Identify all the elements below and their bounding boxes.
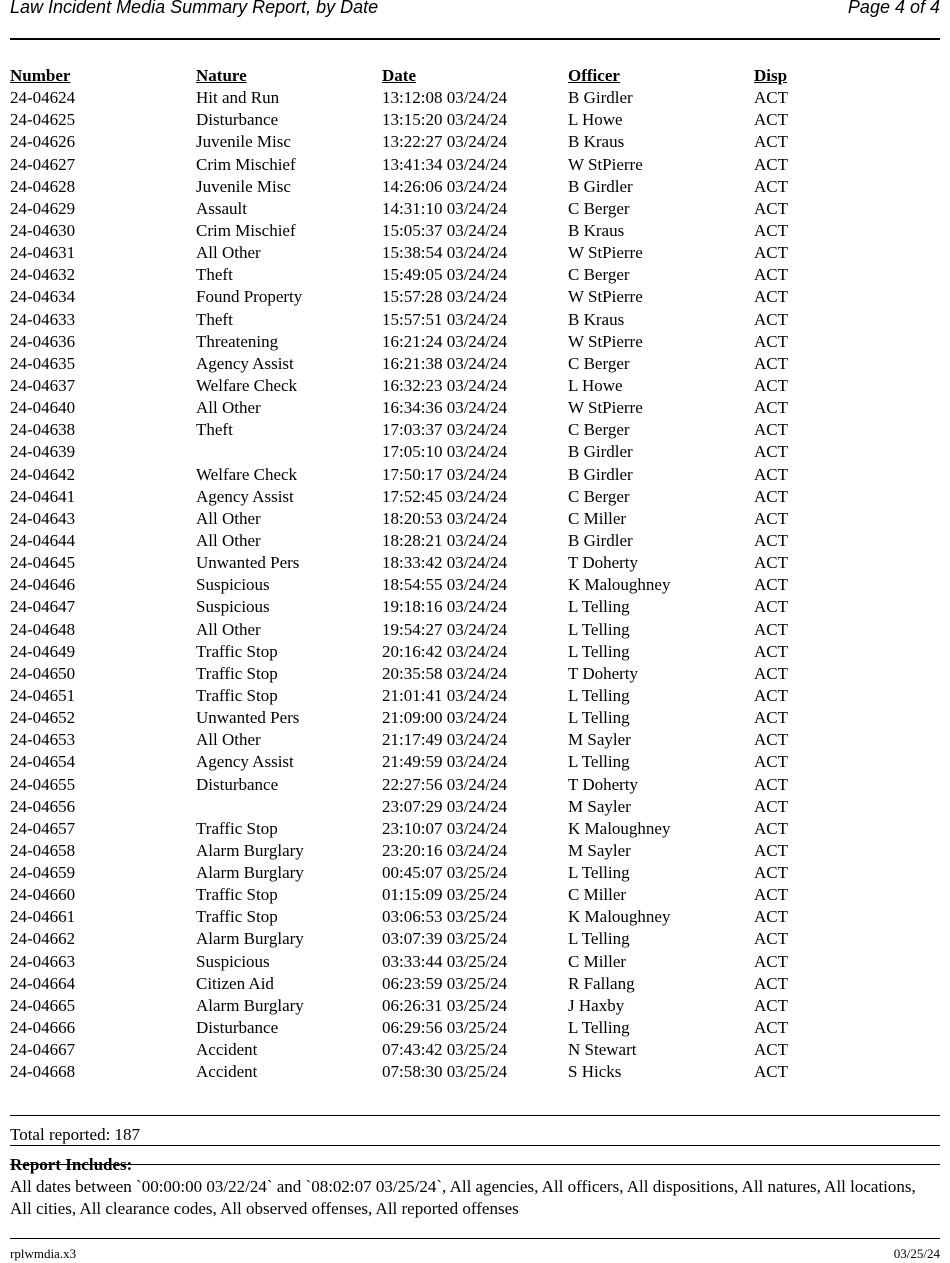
cell-disp: ACT (754, 973, 788, 993)
cell-number: 24-04630 (10, 220, 76, 240)
cell-date: 14:26:06 03/24/24 (382, 176, 508, 196)
cell-disp: ACT (754, 287, 788, 307)
cell-disp: ACT (754, 486, 788, 506)
cell-officer: B Girdler (568, 88, 633, 108)
cell-number: 24-04658 (10, 840, 76, 860)
table-row (10, 574, 940, 596)
cell-nature: Suspicious (196, 597, 270, 617)
cell-disp: ACT (754, 951, 788, 971)
table-row (10, 774, 940, 796)
cell-number: 24-04663 (10, 951, 76, 971)
cell-disp: ACT (754, 220, 788, 240)
cell-officer: K Maloughney (568, 818, 671, 838)
cell-disp: ACT (754, 641, 788, 661)
cell-officer: K Maloughney (568, 575, 671, 595)
cell-disp: ACT (754, 398, 788, 418)
cell-date: 21:01:41 03/24/24 (382, 685, 508, 705)
cell-officer: T Doherty (568, 663, 639, 683)
cell-disp: ACT (754, 154, 788, 174)
cell-officer: B Girdler (568, 176, 633, 196)
cell-officer: L Telling (568, 597, 630, 617)
cell-officer: W StPierre (568, 398, 643, 418)
cell-number: 24-04648 (10, 619, 76, 639)
cell-nature: Alarm Burglary (196, 840, 304, 860)
cell-date: 21:17:49 03/24/24 (382, 730, 508, 750)
cell-officer: L Telling (568, 752, 630, 772)
cell-date: 17:50:17 03/24/24 (382, 464, 508, 484)
cell-nature: Found Property (196, 287, 303, 307)
table-row (10, 619, 940, 641)
cell-nature: Traffic Stop (196, 907, 278, 927)
footer-divider (10, 1238, 940, 1239)
table-row (10, 530, 940, 552)
table-row (10, 486, 940, 508)
cell-officer: C Berger (568, 353, 630, 373)
cell-date: 18:33:42 03/24/24 (382, 553, 508, 573)
cell-date: 17:52:45 03/24/24 (382, 486, 508, 506)
total-reported: Total reported: 187 (10, 1125, 141, 1144)
footer-date: 03/25/24 (893, 1246, 940, 1261)
cell-officer: L Howe (568, 375, 623, 395)
cell-number: 24-04660 (10, 885, 76, 905)
cell-date: 17:05:10 03/24/24 (382, 442, 508, 462)
cell-officer: C Berger (568, 420, 630, 440)
cell-officer: K Maloughney (568, 907, 671, 927)
cell-date: 19:54:27 03/24/24 (382, 619, 508, 639)
cell-nature (196, 441, 382, 463)
cell-officer: S Hicks (568, 1062, 622, 1082)
cell-date: 13:12:08 03/24/24 (382, 88, 508, 108)
table-body (10, 87, 940, 1083)
cell-number: 24-04657 (10, 818, 76, 838)
cell-officer: B Kraus (568, 132, 625, 152)
cell-disp: ACT (754, 88, 788, 108)
cell-date: 13:41:34 03/24/24 (382, 154, 508, 174)
cell-officer: C Miller (568, 951, 627, 971)
cell-date: 06:23:59 03/25/24 (382, 973, 508, 993)
cell-nature: Suspicious (196, 951, 270, 971)
cell-disp: ACT (754, 708, 788, 728)
cell-date: 15:57:51 03/24/24 (382, 309, 508, 329)
cell-number: 24-04645 (10, 553, 76, 573)
table-row (10, 751, 940, 773)
table-row (10, 397, 940, 419)
cell-disp: ACT (754, 1062, 788, 1082)
cell-nature: Assault (196, 198, 247, 218)
cell-nature: Welfare Check (196, 464, 298, 484)
cell-officer: R Fallang (568, 973, 635, 993)
table-row (10, 663, 940, 685)
cell-disp: ACT (754, 353, 788, 373)
cell-nature: Accident (196, 1062, 258, 1082)
cell-nature: Crim Mischief (196, 154, 296, 174)
cell-date: 18:54:55 03/24/24 (382, 575, 508, 595)
incident-table (10, 65, 940, 1083)
cell-disp: ACT (754, 243, 788, 263)
table-row (10, 840, 940, 862)
table-row (10, 995, 940, 1017)
cell-number: 24-04633 (10, 309, 76, 329)
cell-disp: ACT (754, 553, 788, 573)
cell-officer: N Stewart (568, 1040, 637, 1060)
cell-nature: Theft (196, 265, 233, 285)
cell-nature: Unwanted Pers (196, 553, 300, 573)
footer-report-id: rplwmdia.x3 (10, 1246, 77, 1261)
cell-officer: W StPierre (568, 287, 643, 307)
cell-disp: ACT (754, 907, 788, 927)
table-header-row (10, 65, 940, 87)
cell-disp: ACT (754, 929, 788, 949)
table-row (10, 884, 940, 906)
cell-number: 24-04637 (10, 375, 76, 395)
cell-disp: ACT (754, 530, 788, 550)
cell-officer: M Sayler (568, 840, 631, 860)
table-row (10, 685, 940, 707)
cell-officer: C Berger (568, 198, 630, 218)
cell-officer: W StPierre (568, 331, 643, 351)
cell-number: 24-04649 (10, 641, 76, 661)
cell-nature: Alarm Burglary (196, 995, 304, 1015)
cell-officer: M Sayler (568, 796, 631, 816)
table-row (10, 729, 940, 751)
cell-date: 18:20:53 03/24/24 (382, 508, 508, 528)
cell-date: 16:34:36 03/24/24 (382, 398, 508, 418)
cell-date: 01:15:09 03/25/24 (382, 885, 508, 905)
cell-nature: All Other (196, 619, 261, 639)
cell-number: 24-04659 (10, 863, 76, 883)
cell-officer: L Howe (568, 110, 623, 130)
column-header-officer: Officer (568, 66, 620, 85)
cell-number: 24-04650 (10, 663, 76, 683)
cell-nature: Theft (196, 309, 233, 329)
cell-nature: Theft (196, 420, 233, 440)
cell-disp: ACT (754, 442, 788, 462)
cell-disp: ACT (754, 575, 788, 595)
cell-nature: Traffic Stop (196, 818, 278, 838)
cell-number: 24-04626 (10, 132, 76, 152)
table-row (10, 353, 940, 375)
cell-number: 24-04631 (10, 243, 76, 263)
table-row (10, 641, 940, 663)
cell-nature: All Other (196, 730, 261, 750)
cell-number: 24-04628 (10, 176, 76, 196)
cell-date: 06:29:56 03/25/24 (382, 1018, 508, 1038)
cell-number: 24-04642 (10, 464, 76, 484)
cell-disp: ACT (754, 863, 788, 883)
cell-nature: Hit and Run (196, 88, 280, 108)
cell-nature: All Other (196, 398, 261, 418)
cell-number: 24-04640 (10, 398, 76, 418)
cell-number: 24-04627 (10, 154, 76, 174)
cell-number: 24-04644 (10, 530, 76, 550)
table-row (10, 596, 940, 618)
cell-disp: ACT (754, 663, 788, 683)
cell-officer: C Miller (568, 508, 627, 528)
cell-date: 13:15:20 03/24/24 (382, 110, 508, 130)
cell-number: 24-04661 (10, 907, 76, 927)
cell-disp: ACT (754, 331, 788, 351)
cell-disp: ACT (754, 995, 788, 1015)
cell-nature: Traffic Stop (196, 641, 278, 661)
cell-number: 24-04667 (10, 1040, 76, 1060)
column-header-disp: Disp (754, 66, 788, 85)
report-title: Law Incident Media Summary Report, by Date (10, 0, 379, 17)
cell-nature: Disturbance (196, 110, 279, 130)
cell-nature: Disturbance (196, 1018, 279, 1038)
cell-date: 06:26:31 03/25/24 (382, 995, 508, 1015)
cell-date: 16:21:38 03/24/24 (382, 353, 508, 373)
cell-disp: ACT (754, 774, 788, 794)
cell-number: 24-04624 (10, 88, 76, 108)
cell-officer: B Kraus (568, 220, 625, 240)
cell-nature: Agency Assist (196, 353, 294, 373)
table-row (10, 441, 940, 463)
cell-officer: C Miller (568, 885, 627, 905)
cell-disp: ACT (754, 464, 788, 484)
table-row (10, 198, 940, 220)
table-row (10, 154, 940, 176)
table-row (10, 707, 940, 729)
cell-number: 24-04634 (10, 287, 76, 307)
table-row (10, 264, 940, 286)
cell-number: 24-04665 (10, 995, 76, 1015)
cell-date: 15:57:28 03/24/24 (382, 287, 508, 307)
includes-divider (10, 1164, 940, 1165)
report-includes-title: Report Includes: (10, 1155, 133, 1174)
cell-number: 24-04636 (10, 331, 76, 351)
cell-officer: L Telling (568, 685, 630, 705)
cell-date: 03:06:53 03/25/24 (382, 907, 508, 927)
cell-officer: L Telling (568, 641, 630, 661)
cell-nature: Disturbance (196, 774, 279, 794)
cell-date: 15:05:37 03/24/24 (382, 220, 508, 240)
cell-nature: Juvenile Misc (196, 132, 291, 152)
cell-number: 24-04638 (10, 420, 76, 440)
cell-officer: B Girdler (568, 464, 633, 484)
table-row (10, 951, 940, 973)
cell-date: 23:07:29 03/24/24 (382, 796, 508, 816)
cell-nature: Traffic Stop (196, 663, 278, 683)
cell-nature: Citizen Aid (196, 973, 274, 993)
cell-disp: ACT (754, 1018, 788, 1038)
cell-number: 24-04647 (10, 597, 76, 617)
cell-date: 22:27:56 03/24/24 (382, 774, 508, 794)
cell-officer: C Berger (568, 265, 630, 285)
cell-nature: Crim Mischief (196, 220, 296, 240)
column-header-nature: Nature (196, 66, 247, 85)
cell-disp: ACT (754, 796, 788, 816)
cell-date: 15:49:05 03/24/24 (382, 265, 508, 285)
cell-nature: Suspicious (196, 575, 270, 595)
cell-nature: Traffic Stop (196, 685, 278, 705)
cell-date: 16:32:23 03/24/24 (382, 375, 508, 395)
cell-officer: L Telling (568, 929, 630, 949)
cell-disp: ACT (754, 1040, 788, 1060)
cell-date: 17:03:37 03/24/24 (382, 420, 508, 440)
table-row (10, 464, 940, 486)
cell-disp: ACT (754, 685, 788, 705)
cell-date: 18:28:21 03/24/24 (382, 530, 508, 550)
table-row (10, 508, 940, 530)
cell-disp: ACT (754, 752, 788, 772)
table-row (10, 286, 940, 308)
summary-divider (10, 1145, 940, 1146)
cell-number: 24-04664 (10, 973, 76, 993)
cell-number: 24-04656 (10, 796, 76, 816)
table-row (10, 862, 940, 884)
cell-disp: ACT (754, 132, 788, 152)
header-divider (10, 38, 940, 40)
table-row (10, 242, 940, 264)
table-row (10, 906, 940, 928)
page-number: Page 4 of 4 (847, 0, 940, 17)
cell-disp: ACT (754, 375, 788, 395)
table-row (10, 1017, 940, 1039)
cell-officer: L Telling (568, 1018, 630, 1038)
cell-officer: B Kraus (568, 309, 625, 329)
cell-number: 24-04629 (10, 198, 76, 218)
cell-disp: ACT (754, 265, 788, 285)
cell-disp: ACT (754, 198, 788, 218)
table-row (10, 309, 940, 331)
table-row (10, 87, 940, 109)
table-row (10, 131, 940, 153)
cell-nature: Alarm Burglary (196, 863, 304, 883)
cell-date: 20:16:42 03/24/24 (382, 641, 508, 661)
cell-number: 24-04651 (10, 685, 76, 705)
cell-nature: All Other (196, 243, 261, 263)
column-header-date: Date (382, 66, 416, 85)
cell-nature: Welfare Check (196, 375, 298, 395)
cell-disp: ACT (754, 597, 788, 617)
cell-officer: W StPierre (568, 243, 643, 263)
table-row (10, 1039, 940, 1061)
cell-nature: Accident (196, 1040, 258, 1060)
cell-number: 24-04641 (10, 486, 76, 506)
cell-nature (196, 796, 382, 818)
cell-date: 07:43:42 03/25/24 (382, 1040, 508, 1060)
cell-nature: All Other (196, 530, 261, 550)
cell-disp: ACT (754, 730, 788, 750)
cell-number: 24-04635 (10, 353, 76, 373)
cell-officer: B Girdler (568, 442, 633, 462)
cell-nature: Traffic Stop (196, 885, 278, 905)
cell-disp: ACT (754, 110, 788, 130)
cell-number: 24-04654 (10, 752, 76, 772)
cell-nature: Agency Assist (196, 752, 294, 772)
cell-nature: All Other (196, 508, 261, 528)
cell-disp: ACT (754, 420, 788, 440)
cell-date: 13:22:27 03/24/24 (382, 132, 508, 152)
cell-nature: Juvenile Misc (196, 176, 291, 196)
table-row (10, 928, 940, 950)
cell-date: 20:35:58 03/24/24 (382, 663, 508, 683)
table-row (10, 796, 940, 818)
cell-number: 24-04666 (10, 1018, 76, 1038)
cell-number: 24-04646 (10, 575, 76, 595)
cell-officer: L Telling (568, 619, 630, 639)
cell-date: 14:31:10 03/24/24 (382, 198, 508, 218)
report-includes-text: All dates between `00:00:00 03/22/24` and `08:02:07 03/25/24`, All agencies, All officers, All dispositions, All natures, All locations, All cities, All clearance codes, All observed offenses, All reported offenses (10, 1177, 916, 1218)
cell-disp: ACT (754, 508, 788, 528)
cell-nature: Agency Assist (196, 486, 294, 506)
table-row (10, 1061, 940, 1083)
cell-officer: C Berger (568, 486, 630, 506)
cell-officer: L Telling (568, 708, 630, 728)
cell-number: 24-04652 (10, 708, 76, 728)
table-bottom-divider (10, 1115, 940, 1116)
cell-date: 23:10:07 03/24/24 (382, 818, 508, 838)
cell-date: 03:33:44 03/25/24 (382, 951, 508, 971)
cell-date: 07:58:30 03/25/24 (382, 1062, 508, 1082)
cell-disp: ACT (754, 840, 788, 860)
column-header-number: Number (10, 66, 71, 85)
cell-disp: ACT (754, 619, 788, 639)
cell-date: 19:18:16 03/24/24 (382, 597, 508, 617)
cell-number: 24-04639 (10, 442, 76, 462)
cell-officer: T Doherty (568, 774, 639, 794)
table-row (10, 109, 940, 131)
cell-number: 24-04653 (10, 730, 76, 750)
cell-disp: ACT (754, 818, 788, 838)
cell-nature: Alarm Burglary (196, 929, 304, 949)
cell-officer: T Doherty (568, 553, 639, 573)
table-row (10, 419, 940, 441)
cell-number: 24-04643 (10, 508, 76, 528)
cell-officer: M Sayler (568, 730, 631, 750)
cell-disp: ACT (754, 885, 788, 905)
cell-date: 00:45:07 03/25/24 (382, 863, 508, 883)
cell-date: 15:38:54 03/24/24 (382, 243, 508, 263)
cell-date: 03:07:39 03/25/24 (382, 929, 508, 949)
cell-date: 21:49:59 03/24/24 (382, 752, 508, 772)
cell-officer: L Telling (568, 863, 630, 883)
cell-disp: ACT (754, 176, 788, 196)
cell-number: 24-04625 (10, 110, 76, 130)
cell-nature: Unwanted Pers (196, 708, 300, 728)
cell-officer: J Haxby (568, 995, 625, 1015)
cell-number: 24-04655 (10, 774, 76, 794)
cell-officer: W StPierre (568, 154, 643, 174)
table-row (10, 375, 940, 397)
cell-nature: Threatening (196, 331, 279, 351)
cell-date: 16:21:24 03/24/24 (382, 331, 508, 351)
cell-disp: ACT (754, 309, 788, 329)
table-row (10, 176, 940, 198)
table-row (10, 552, 940, 574)
cell-date: 23:20:16 03/24/24 (382, 840, 508, 860)
cell-number: 24-04662 (10, 929, 76, 949)
table-row (10, 220, 940, 242)
cell-officer: B Girdler (568, 530, 633, 550)
cell-date: 21:09:00 03/24/24 (382, 708, 508, 728)
table-row (10, 818, 940, 840)
table-row (10, 331, 940, 353)
cell-number: 24-04632 (10, 265, 76, 285)
cell-number: 24-04668 (10, 1062, 76, 1082)
table-row (10, 973, 940, 995)
